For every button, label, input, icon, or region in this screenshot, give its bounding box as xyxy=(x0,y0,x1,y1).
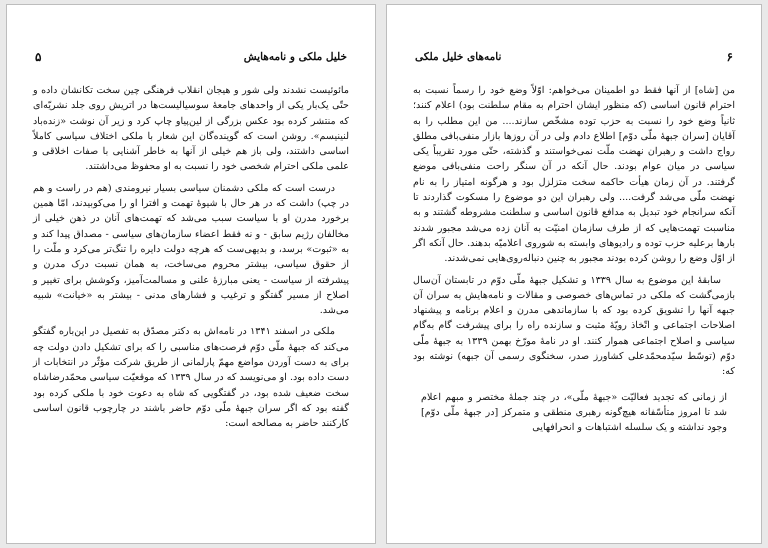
left-page-header xyxy=(35,49,347,65)
left-page-body xyxy=(33,83,349,529)
paragraph: مائوئیست نشدند ولی شور و هیجان انقلاب فرهنگی چین سخت تکانشان داده و حتّی یک‌بار یکی از واحدهای جامعهٔ سوسیالیست‌ها در اتریش روی جلد نشریّه‌ای که منتشر کرده بود عکس بزرگی از لین‌پیاو چاپ کرد و زیر آن نوشت «زنده‌باد لنینیسم». روشن است که گوینده‌گان این شعار با ملکی اختلاف سیاسی کاملاً اساسی داشتند، ولی باز هم خیلی از آنها به خاطر آشنایی با صفات اخلاقی و علمی ملکی احترام شخصی خود را نسبت به او محفوظ می‌داشتند. xyxy=(33,85,349,173)
page-number: ۵ xyxy=(35,50,42,64)
running-title: خلیل ملکی و نامه‌هایش xyxy=(243,51,347,63)
paragraph: سابقهٔ این موضوع به سال ۱۳۳۹ و تشکیل جبههٔ ملّی دوّم در تابستان آن‌سال بازمی‌گشت که ملکی در تماس‌های خصوصی و مقالات و نامه‌هایش به سران آن جبهه آنها را تشویق کرده بود که با سازماندهی مدرن و اعلام برنامه و پیشنهاد اصلاحات اجتماعی و اتّخاذ رویّهٔ مثبت و سازنده راه را برای پیشرفت گام به‌گام سیاسی و اصلاح اجتماعی هموار کنند. او در نامهٔ مورّخ بهمن ۱۳۳۹ به جبههٔ ملّی دوّم (توسّط سیّدمحمّدعلی کشاورز صدر، سخنگوی رسمی آن جبهه) نوشته بود که: xyxy=(413,274,735,378)
right-page-body xyxy=(413,83,735,529)
right-page-header xyxy=(415,49,733,65)
paragraph: درست است که ملکی دشمنان سیاسی بسیار نیرومندی (هم در راست و هم در چپ) داشت که در هر حال با شیوهٔ تهمت و افترا او را می‌کوبیدند، امّا همین برخورد مدرن او با سیاست سبب می‌شد که تهمت‌های آنان در ذهن خیلی از مخالفان رژیم سابق - و نه فقط اعضاء سازمان‌های سیاسی - مصداق پیدا کند و به «ثبوت» برسد، و بدیهی‌ست که هرچه دولت دایره را تنگ‌تر می‌کرد و ملّت را از حقوق سیاسی، بیشتر محروم می‌ساخت، به همان نسبت درک مدرن و پیشرفته از سیاست - یعنی مبارزهٔ علنی و مسالمت‌آمیز، وکوشش برای تغییر و اصلاح از مسیر گفتگو و ترغیب و فشارهای مدنی - بیشتر به «خیانت» شبیه می‌شد. xyxy=(33,182,349,317)
paragraph: ملکی در اسفند ۱۳۴۱ در نامه‌اش به دکتر مصدّق به تفصیل در این‌باره گفتگو می‌کند که جبههٔ ملّی دوّم فرصت‌های مناسبی را که برای تشکیل دادن دولت چه برای به دست آوردن مواضع مهمّ پارلمانی از طریق شرکت مؤثّر در انتخابات از دست داده بود. او می‌نویسد که در سال ۱۳۳۹ که موقعیّت سیاسی محمّدرضاشاه سخت ضعیف شده بود، در گفتگویی که شاه به دعوت خود با ملکی کرده بود گفته بود که اگر سران جبههٔ ملّی دوّم حاضر باشند در چارچوب قانون اساسی کارکنند حاضر به مصالحه است: xyxy=(33,326,350,430)
block-quote: از زمانی که تجدید فعالیّت «جبههٔ ملّی»، در چند جملهٔ مختصر و مبهم اعلام شد تا امروز متأسّفانه هیچ‌گونه رهبری منطقی و متمرکز [در جبههٔ ملّی دوّم] وجود نداشته و یک سلسله اشتباهات و انحرافهایی xyxy=(421,391,727,434)
right-page xyxy=(386,4,762,544)
left-page xyxy=(6,4,376,544)
block-quote: من [شاه] از آنها فقط دو اطمینان می‌خواهم: اوّلاً وضع خود را رسماً نسبت به احترام قانون اساسی (که منظور ایشان احترام به مقام سلطنت بود) اعلام کنند؛ ثانیاً وضع خود را نسبت به حزب توده مشخّص سازند.... من این مطلب را به آقایان [سران جبههٔ ملّی دوّم] اطلاع دادم ولی در آن روزها بازار منفی‌بافی مطلق رواج داشت و رهبران نهضت ملّت نمی‌خواستند و گذشته، حتّی مورد تقریباً یکی سیاسی در میان عوام بودند. حال آنکه در آن سنگر راحت منفی‌بافی موضع گرفتند. در آن زمان هیأت حاکمه سخت متزلزل بود و هرگونه امتیاز را به نام نهضت ملّی می‌شد گرفت.... ولی رهبران این دو موضوع را مسکوت گذاردند تا آنکه سرانجام خود تبدیل به مدافع قانون اساسی و سلطنت مشروطه گشتند و به مناسبت تهمت‌هایی که از طرف سازمان امنیّت به آنان زده می‌شد مجبور شدند بارها برعلیه حزب توده و رادیوهای وابسته به شوروی اعلامیّه بدهند. حال آنکه اگر از اوّل وضع را روشن کرده بودند مجبور به چنین دنباله‌روی‌هایی نمی‌شدند. xyxy=(413,85,735,265)
page-number: ۶ xyxy=(726,50,733,64)
running-title: نامه‌های خلیل ملکی xyxy=(415,51,502,63)
